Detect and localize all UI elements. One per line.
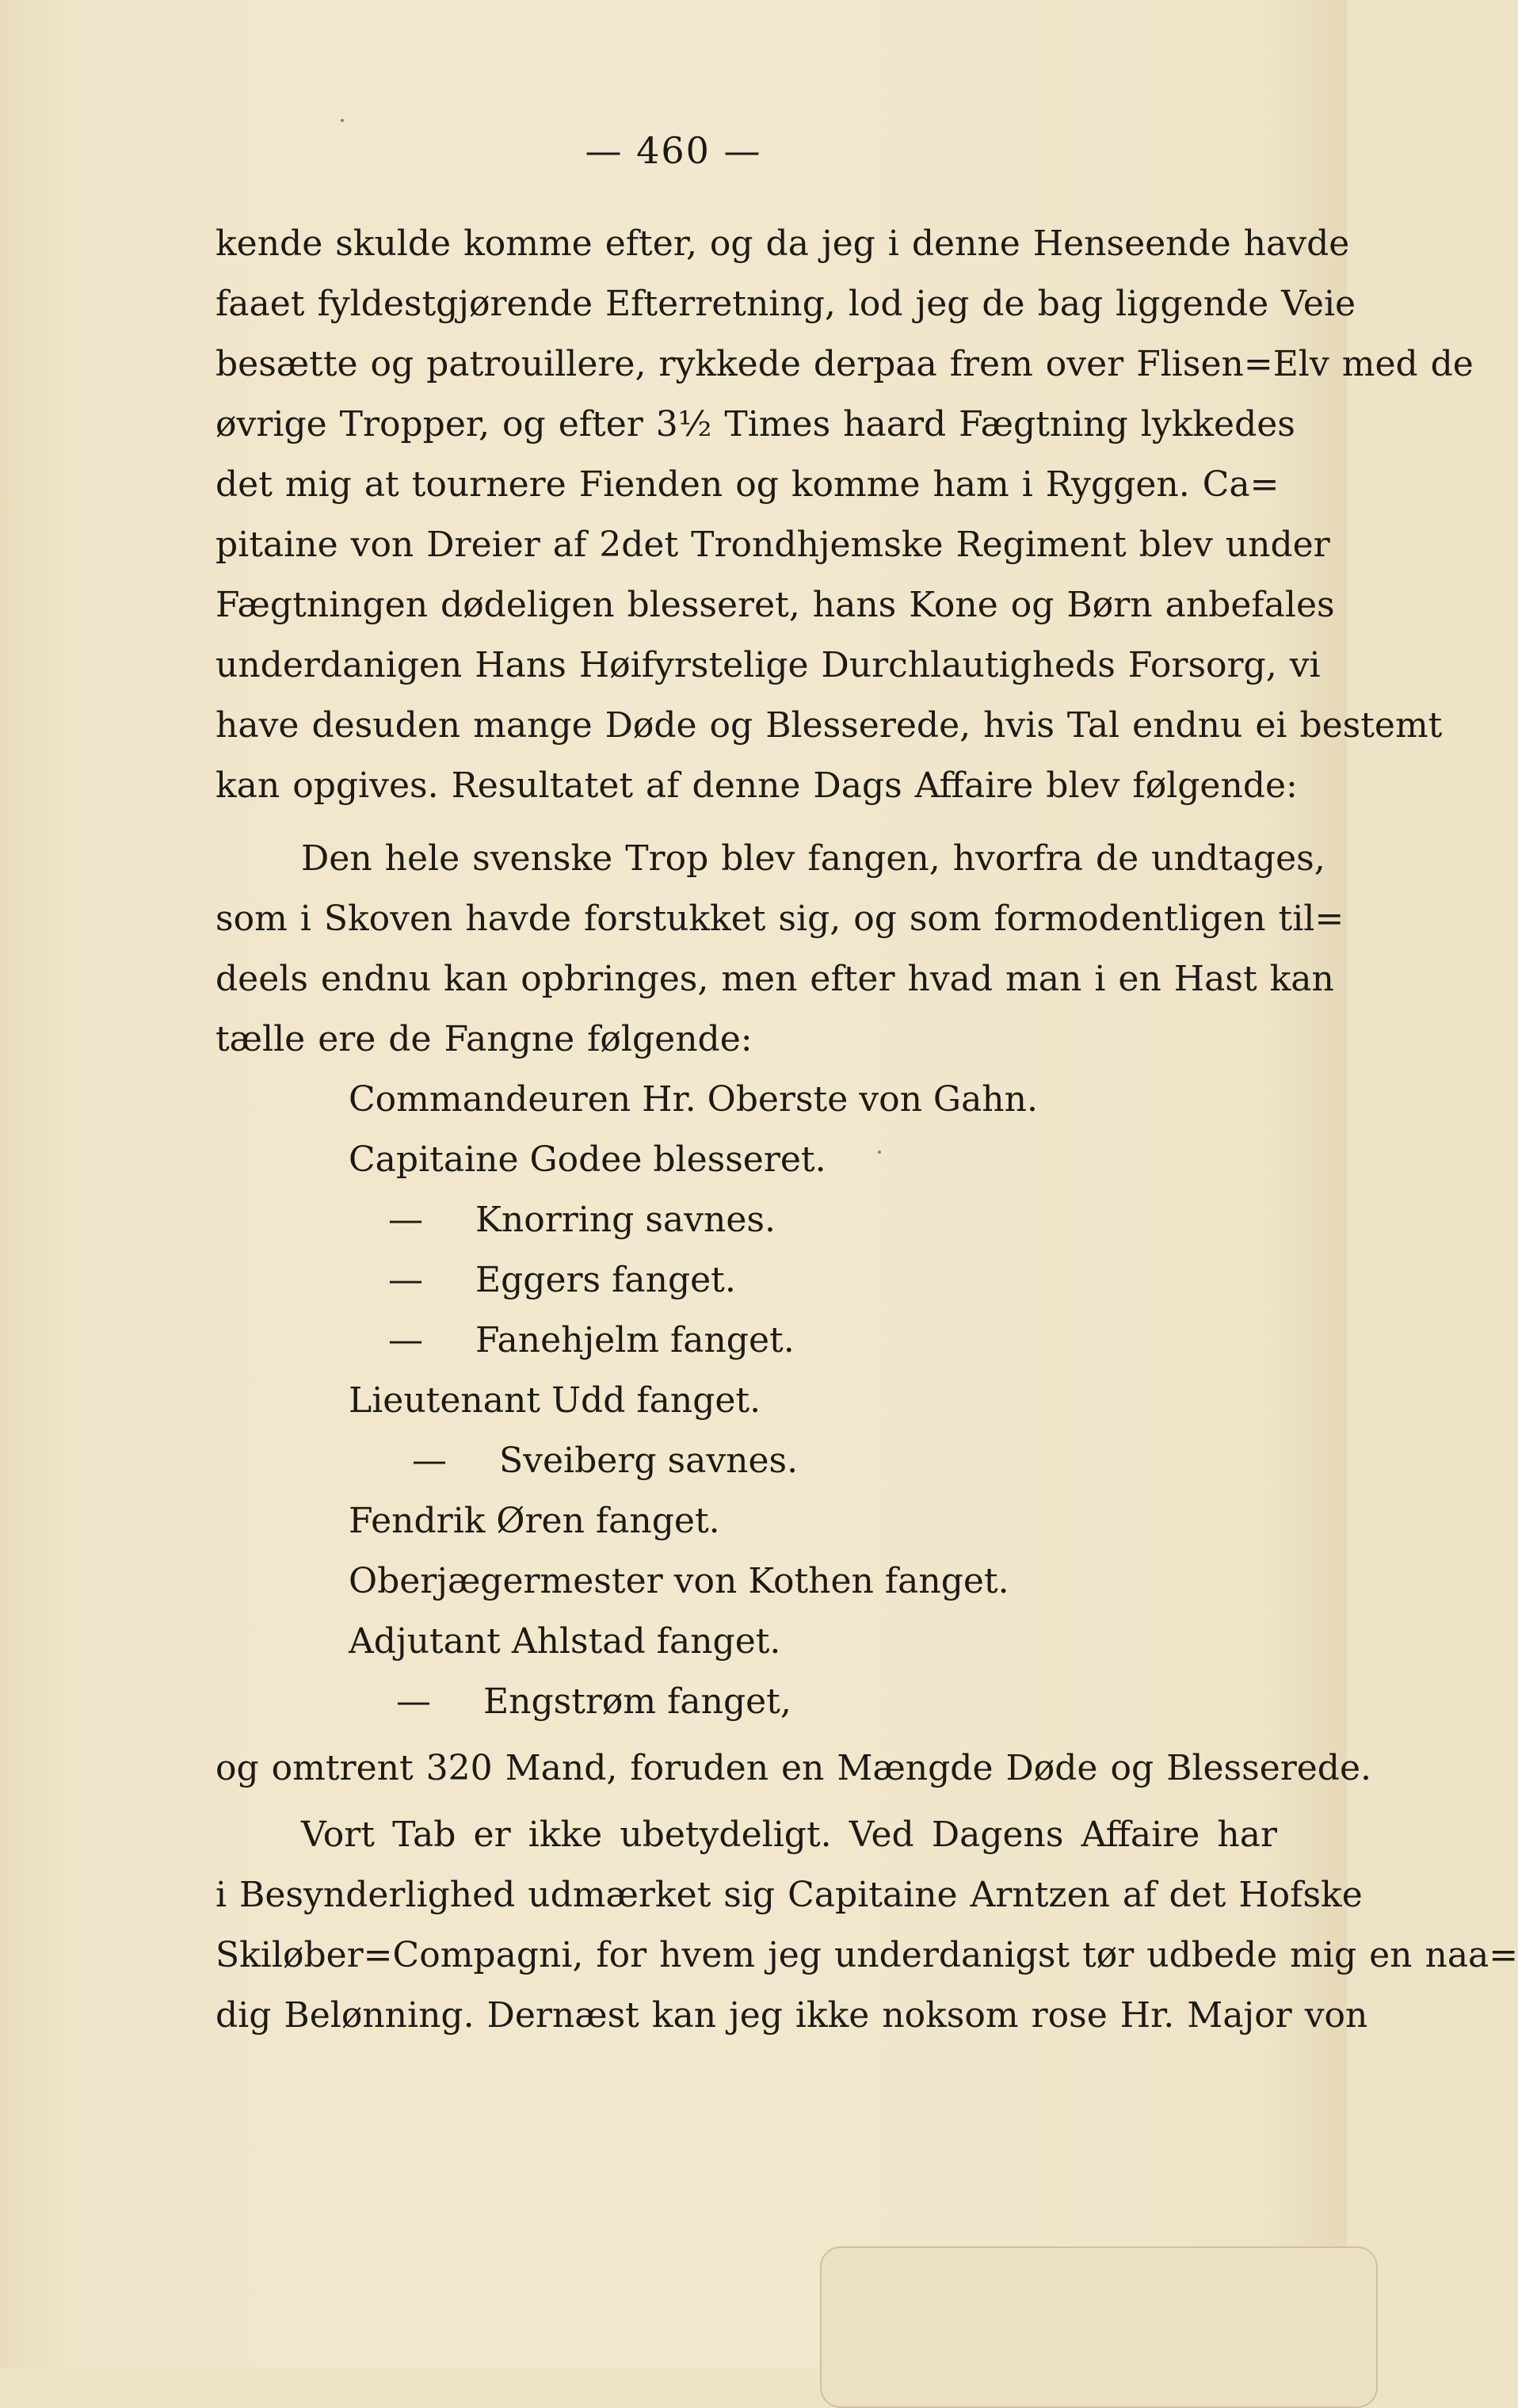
prisoner-entry: Oberjægermester von Kothen fanget. (349, 1561, 1009, 1601)
text-line: besætte og patrouillere, rykkede derpaa frem over Flisen=Elv med de (215, 344, 1474, 384)
text-line: kan opgives. Resultatet af denne Dags Affaire blev følgende: (215, 765, 1298, 806)
ditto-dash: — (388, 1320, 423, 1360)
text-line: pitaine von Dreier af 2det Trondhjemske Regiment blev under (215, 525, 1330, 565)
page-number: — 460 — (585, 129, 762, 172)
text-line: dig Belønning. Dernæst kan jeg ikke noksom rose Hr. Major von (215, 1995, 1368, 2036)
prisoner-entry: Commandeuren Hr. Oberste von Gahn. (349, 1079, 1038, 1120)
text-line: som i Skoven havde forstukket sig, og som formodentligen til= (215, 899, 1344, 939)
prisoner-entry: Lieutenant Udd fanget. (349, 1380, 761, 1421)
ditto-dash: — (396, 1681, 431, 1722)
prisoner-name: Engstrøm fanget, (483, 1681, 791, 1722)
library-label-box (820, 2246, 1378, 2408)
ditto-dash: — (412, 1441, 447, 1481)
text-line: underdanigen Hans Høifyrstelige Durchlautigheds Forsorg, vi (215, 645, 1321, 685)
prisoner-entry: Capitaine Godee blesseret. (349, 1139, 826, 1180)
paper-speck (878, 1151, 881, 1154)
ditto-dash: — (388, 1260, 423, 1300)
prisoner-entry (396, 1672, 791, 1732)
text-line: have desuden mange Døde og Blesserede, hvis Tal endnu ei bestemt (215, 705, 1443, 746)
prisoner-name: Eggers fanget. (475, 1260, 736, 1300)
text-line: det mig at tournere Fienden og komme ham i Ryggen. Ca= (215, 464, 1280, 505)
prisoner-entry: Adjutant Ahlstad fanget. (349, 1621, 781, 1662)
prisoner-entry: Fendrik Øren fanget. (349, 1501, 720, 1541)
prisoner-name: Knorring savnes. (475, 1200, 776, 1240)
text-line: faaet fyldestgjørende Efterretning, lod jeg de bag liggende Veie (215, 284, 1356, 324)
text-line: i Besynderlighed udmærket sig Capitaine Arntzen af det Hofske (215, 1875, 1363, 1915)
ditto-dash: — (388, 1200, 423, 1240)
paper-speck (341, 119, 344, 122)
text-line: tælle ere de Fangne følgende: (215, 1019, 753, 1059)
prisoner-entry (388, 1190, 776, 1250)
text-line: deels endnu kan opbringes, men efter hvad man i en Hast kan (215, 959, 1334, 999)
prisoner-entry (388, 1250, 736, 1311)
text-line: Fægtningen dødeligen blesseret, hans Kone og Børn anbefales (215, 585, 1335, 625)
text-line: Vort Tab er ikke ubetydeligt. Ved Dagens Affaire har (301, 1815, 1277, 1855)
text-line: og omtrent 320 Mand, foruden en Mængde Døde og Blesserede. (215, 1748, 1371, 1788)
text-line: kende skulde komme efter, og da jeg i denne Henseende havde (215, 223, 1350, 264)
text-line: Den hele svenske Trop blev fangen, hvorfra de undtages, (301, 838, 1325, 879)
text-line: øvrige Tropper, og efter 3½ Times haard Fægtning lykkedes (215, 404, 1295, 445)
text-line: Skiløber=Compagni, for hvem jeg underdanigst tør udbede mig en naa= (215, 1935, 1518, 1975)
prisoner-name: Sveiberg savnes. (499, 1441, 799, 1481)
prisoner-entry (412, 1431, 798, 1491)
prisoner-name: Fanehjelm fanget. (475, 1320, 795, 1360)
prisoner-entry (388, 1311, 795, 1371)
